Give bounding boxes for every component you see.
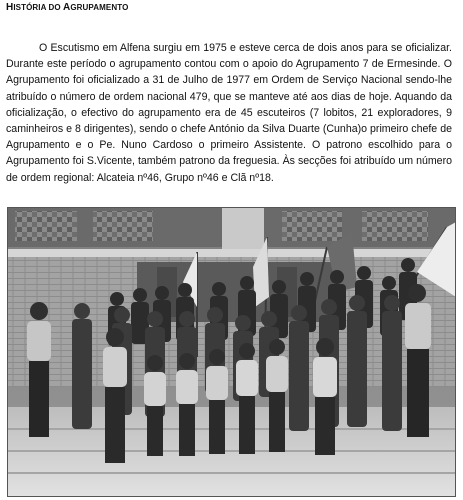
section-heading <box>6 2 128 13</box>
heading-initial-2: A <box>63 2 71 13</box>
history-paragraph: O Escutismo em Alfena surgiu em 1975 e esteve cerca de dois anos para se oficializar. Durante este período o agrupamento contou com o apoio do Agrupamento 7 de Ermesinde. O Agrupamento foi oficializado a 31 de Julho de 1977 em Ordem de Serviço Nacional sendo-lhe atribuído o número de ordem nacional 479, que se manteve até aos dias de hoje. Aquando da oficialização, o efectivo do agrupamento era de 45 escuteiros (7 lobitos, 21 exploradores, 9 caminheiros e 8 dirigentes), sendo o chefe António da Silva Duarte (Cunha)o primeiro chefe de Agrupamento e o Pe. Nuno Cardoso o primeiro Assistente. O patrono escolhido para o Agrupamento foi S.Vicente, também patrono da freguesia. Às secções foi atribuído um número de ordem regional: Alcateia nº46, Grupo nº46 e Clã nº18. <box>6 42 452 184</box>
group-photo-image <box>7 207 456 497</box>
heading-rest-1: ISTÓRIA DO <box>13 3 64 12</box>
group-photo <box>7 207 456 497</box>
heading-rest-2: GRUPAMENTO <box>70 3 129 12</box>
heading-initial-1: H <box>6 2 14 13</box>
